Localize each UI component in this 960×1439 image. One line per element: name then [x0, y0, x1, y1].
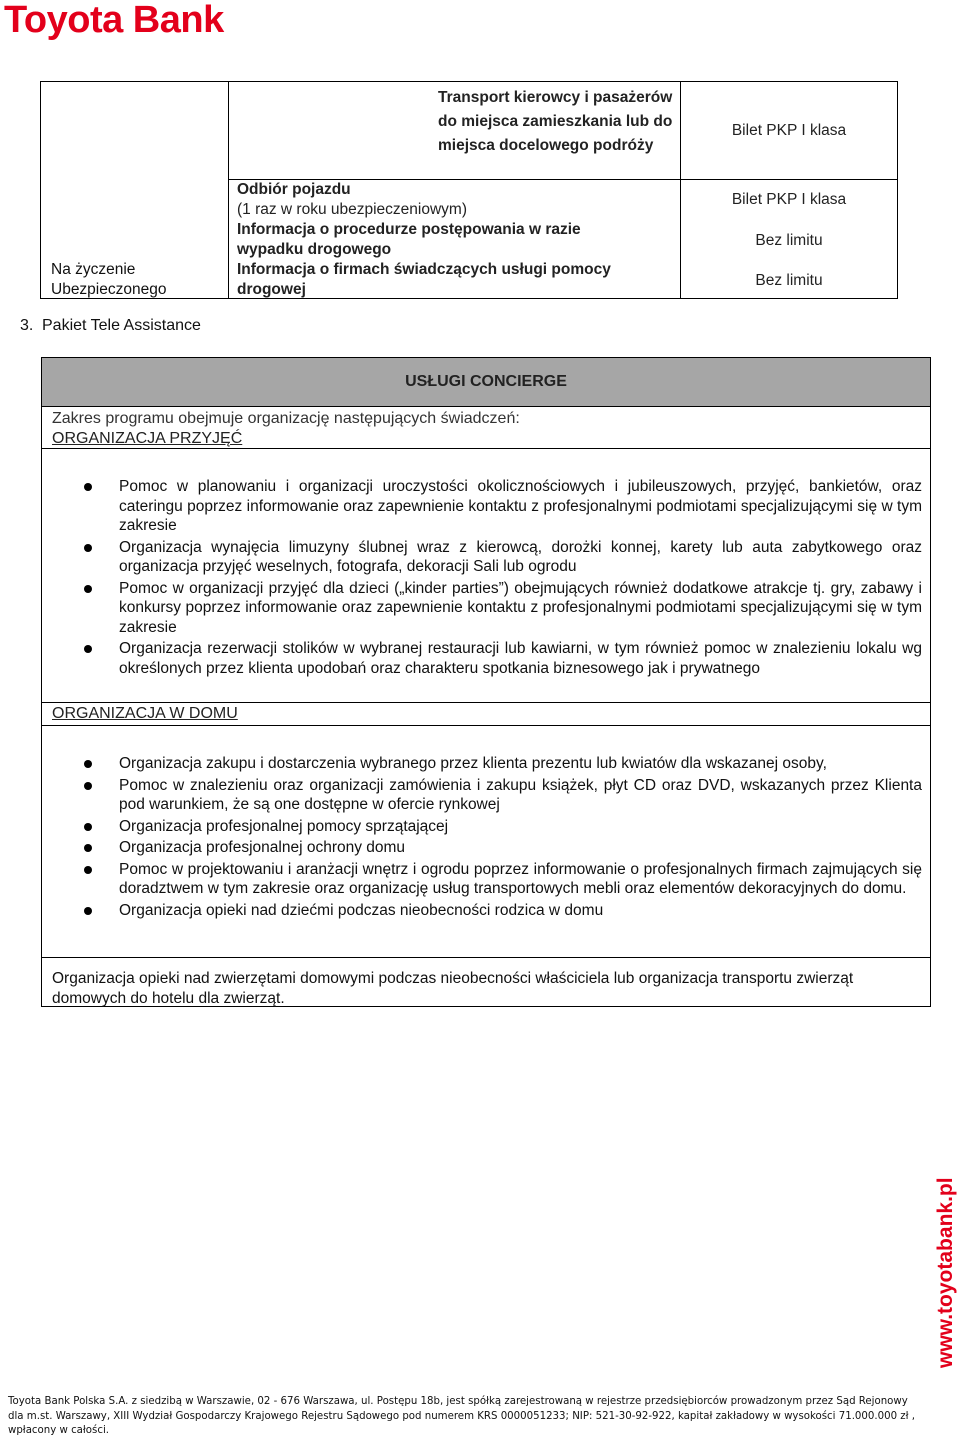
availability-text — [51, 260, 166, 300]
list-item — [42, 754, 930, 774]
bullet-icon — [84, 544, 92, 552]
subheading-dom: ORGANIZACJA W DOMU — [52, 705, 238, 722]
list-item-text: Organizacja zakupu i dostarczenia wybranego przez klienta prezentu lub kwiatów dla wskazanej osoby, — [119, 755, 827, 772]
list-item — [42, 579, 930, 638]
service-line: drogowej — [237, 281, 306, 298]
list-item-text: Pomoc w znalezieniu oraz organizacji zamówienia i zakupu książek, płyt CD oraz DVD, wskazanych przez Klienta pod warunkiem, że są one dostępne w ofercie rynkowej — [119, 776, 922, 813]
bullet-icon — [84, 823, 92, 831]
legal-footer — [8, 1395, 948, 1439]
footer-line: dla m.st. Warszawy, XIII Wydział Gospodarczy Krajowego Rejestru Sądowego pod numerem KRS 0000051233; NIP: 521-30-92-922, kapitał zakładowy w wysokości 71.000.000 zł , — [8, 1410, 916, 1422]
list-item-text: Organizacja profesjonalnej pomocy sprzątającej — [119, 817, 449, 835]
przyjecia-list — [42, 477, 930, 680]
table-column-limits — [681, 82, 897, 298]
service-line: (1 raz w roku ubezpieczeniowym) — [237, 201, 468, 218]
divider — [42, 702, 930, 703]
benefits-table — [40, 81, 898, 299]
divider — [681, 179, 897, 180]
footer-line: Toyota Bank Polska S.A. z siedzibą w Warszawie, 02 - 676 Warszawa, ul. Postępu 18b, jest spółką zarejestrowaną w rejestrze przedsiębiorców prowadzonym przez Sąd Rejonowy — [8, 1396, 908, 1407]
list-item — [42, 838, 930, 858]
bullet-icon — [84, 866, 92, 874]
list-item-text: Pomoc w organizacji przyjęć dla dzieci („kinder parties”) obejmujących również dodatkowe atrakcje tj. gry, zabawy i konkursy poprzez informowanie oraz zapewnienie kontaktu z profesjonalnymi podmiotami specjalizującymi się w tym zakresie — [119, 579, 922, 636]
transport-service: Transport kierowcy i pasażerów do miejsca zamieszkania lub do miejsca docelowego podróży — [438, 89, 673, 154]
limit-cell: Bez limitu — [755, 272, 823, 289]
section-number: 3. — [20, 317, 34, 334]
intro-text: Zakres programu obejmuje organizację następujących świadczeń: — [52, 410, 520, 427]
bullet-icon — [84, 483, 92, 491]
toyota-bank-logo: Toyota Bank — [4, 0, 224, 41]
list-item — [42, 477, 930, 536]
dom-list — [42, 754, 930, 922]
list-item — [42, 776, 930, 815]
list-item-text: Pomoc w planowaniu i organizacji uroczystości okolicznościowych i jubileuszowych, przyjęć, bankietów, oraz cateringu poprzez informowanie oraz zapewnienie kontaktu z profesjonalnymi podmiotami specjalizującymi się w tym zakresie — [119, 478, 922, 534]
list-item — [42, 538, 930, 577]
list-item-text: Organizacja profesjonalnej ochrony domu — [119, 839, 406, 856]
footer-line: wpłacony w całości. — [8, 1425, 110, 1436]
list-item — [42, 817, 930, 837]
availability-line-2: Ubezpieczonego — [51, 281, 167, 298]
service-line: wypadku drogowego — [237, 241, 392, 258]
bullet-icon — [84, 645, 92, 653]
concierge-title: USŁUGI CONCIERGE — [405, 373, 567, 390]
availability-line-1: Na życzenie — [51, 261, 136, 278]
list-item-text: Organizacja opieki nad dziećmi podczas nieobecności rodzica w domu — [119, 901, 604, 919]
divider — [42, 448, 930, 449]
list-item — [42, 639, 930, 678]
bullet-icon — [84, 782, 92, 790]
limit-cell: Bilet PKP I klasa — [731, 191, 847, 208]
divider — [42, 725, 930, 726]
concierge-box — [41, 357, 931, 1007]
divider — [42, 957, 930, 958]
concierge-header — [42, 358, 930, 407]
list-item — [42, 860, 930, 899]
bullet-icon — [84, 907, 92, 915]
bullet-icon — [84, 585, 92, 593]
table-column-availability — [41, 82, 229, 298]
service-line: Odbiór pojazdu — [237, 181, 351, 198]
list-item-text: Organizacja wynajęcia limuzyny ślubnej wraz z kierowcą, dorożki konnej, karety lub auta zabytkowego oraz organizacja przyjęć weselnych, fotografa, dekoracji Sali lub ogrodu — [119, 538, 922, 575]
table-column-services — [228, 82, 681, 298]
limit-cell: Bez limitu — [755, 232, 823, 249]
service-line: Informacja o firmach świadczących usługi pomocy — [237, 261, 611, 278]
limit-cell: Bilet PKP I klasa — [731, 122, 847, 139]
service-line: Informacja o procedurze postępowania w razie — [237, 221, 581, 238]
closing-text: Organizacja opieki nad zwierzętami domowymi podczas nieobecności właściciela lub organizacja transportu zwierząt domowych do hotelu dla zwierząt. — [52, 970, 854, 1007]
section-title: Pakiet Tele Assistance — [42, 317, 201, 334]
subheading-przyjecia: ORGANIZACJA PRZYJĘĆ — [52, 430, 243, 447]
list-item-text: Organizacja rezerwacji stolików w wybranej restauracji lub kawiarni, w tym również pomoc w znalezieniu lokalu wg określonych przez klienta upodobań oraz charakteru spotkania biznesowego jak i prywatnego — [119, 640, 922, 677]
concierge-intro — [52, 409, 520, 449]
list-item — [42, 901, 930, 921]
list-item-text: Pomoc w projektowaniu i aranżacji wnętrz i ogrodu poprzez informowanie o profesjonalnych firmach zajmujących się doradztwem w tym zakresie oraz organizację usług transportowych mebli oraz elementów dekoracyjnych do domu. — [119, 860, 922, 897]
website-link[interactable]: www.toyotabank.pl — [934, 1177, 957, 1368]
services-list — [237, 180, 611, 300]
bullet-icon — [84, 760, 92, 768]
bullet-icon — [84, 844, 92, 852]
section-heading — [20, 317, 201, 335]
